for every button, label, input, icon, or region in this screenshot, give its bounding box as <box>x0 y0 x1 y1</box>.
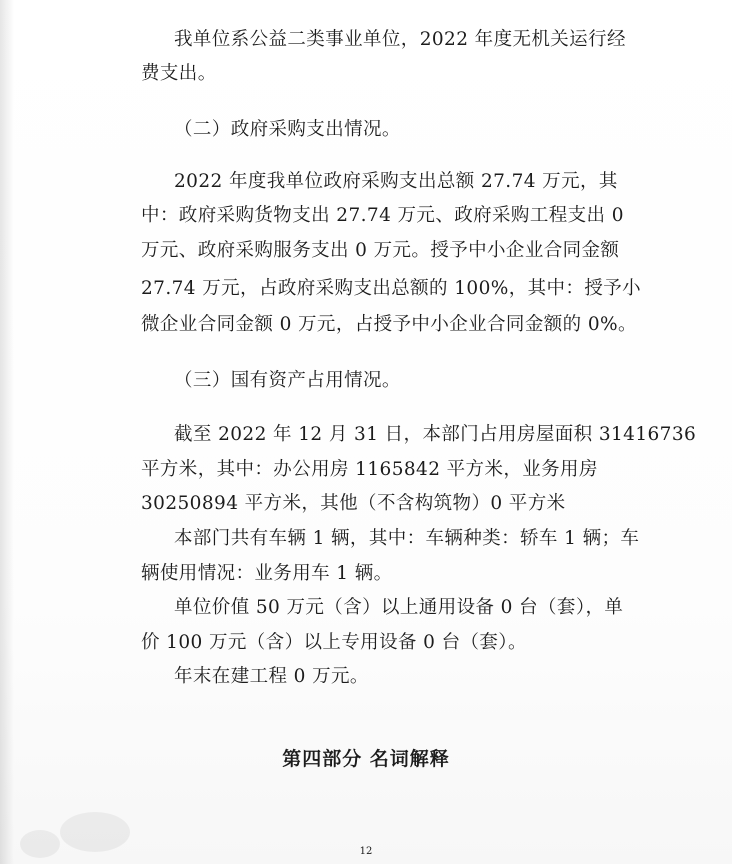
intro-line-2: 费支出。 <box>141 63 217 84</box>
equipment-line-2: 价 100 万元（含）以上专用设备 0 台（套）。 <box>141 632 527 653</box>
procurement-line-5: 微企业合同金额 0 万元，占授予中小企业合同金额的 0%。 <box>141 314 637 335</box>
assets-line-1: 截至 2022 年 12 月 31 日，本部门占用房屋面积 31416736 <box>174 424 697 445</box>
intro-line-1: 我单位系公益二类事业单位，2022 年度无机关运行经 <box>174 29 626 50</box>
section-2-heading: （二）政府采购支出情况。 <box>174 119 401 140</box>
procurement-line-1: 2022 年度我单位政府采购支出总额 27.74 万元，其 <box>174 171 618 192</box>
part-4-heading: 第四部分 名词解释 <box>282 748 450 770</box>
procurement-line-4: 27.74 万元，占政府采购支出总额的 100%，其中：授予小 <box>141 278 642 299</box>
construction-line: 年末在建工程 0 万元。 <box>174 666 369 687</box>
vehicles-line-2: 辆使用情况：业务用车 1 辆。 <box>141 563 393 584</box>
procurement-line-2: 中：政府采购货物支出 27.74 万元、政府采购工程支出 0 <box>141 205 624 226</box>
page-number: 12 <box>359 846 373 857</box>
section-3-heading: （三）国有资产占用情况。 <box>174 370 401 391</box>
assets-line-2: 平方米，其中：办公用房 1165842 平方米，业务用房 <box>141 459 598 480</box>
scan-edge-shadow <box>0 0 14 864</box>
vehicles-line-1: 本部门共有车辆 1 辆，其中：车辆种类：轿车 1 辆；车 <box>174 528 640 549</box>
equipment-line-1: 单位价值 50 万元（含）以上通用设备 0 台（套），单 <box>174 597 624 618</box>
assets-line-3: 30250894 平方米，其他（不含构筑物）0 平方米 <box>141 493 566 514</box>
procurement-line-3: 万元、政府采购服务支出 0 万元。授予中小企业合同金额 <box>141 240 620 261</box>
